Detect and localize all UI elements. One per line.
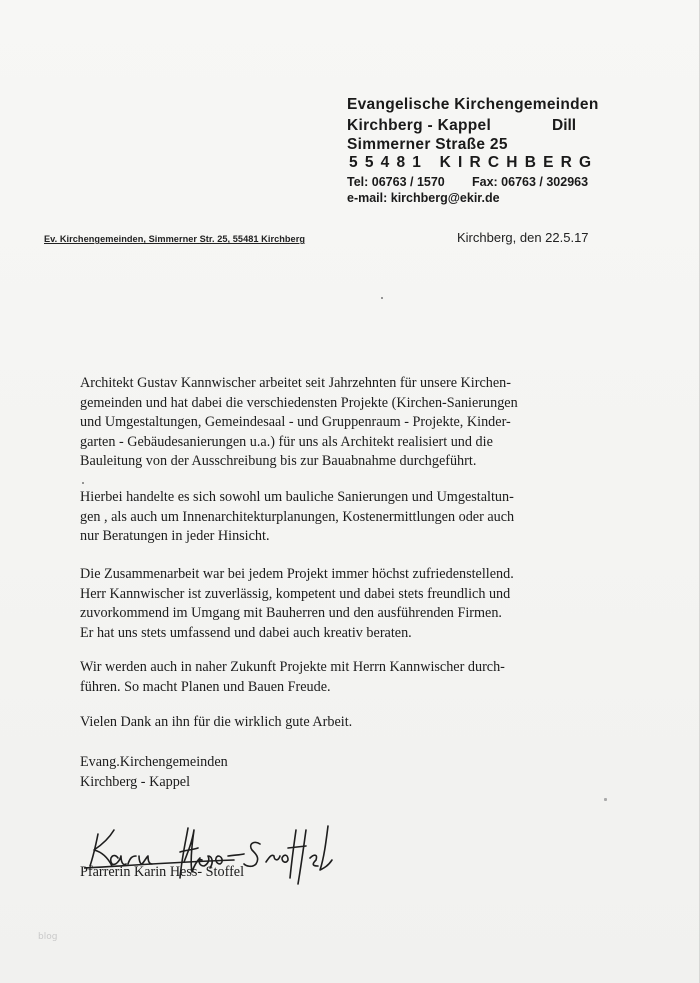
letterhead-name: Evangelische Kirchengemeinden [347,96,599,113]
signature-stroke [290,830,296,878]
paragraph-thanks [80,713,600,733]
text-line: und Umgestaltungen, Gemeindesaal - und Gruppenraum - Projekte, Kinder- [80,414,511,431]
paragraph-future [80,658,600,697]
signature-stroke [298,830,306,884]
text-line: Wir werden auch in naher Zukunft Projekte mit Herrn Kannwischer durch- [80,659,505,675]
signatory-name: Pfarrerin Karin Hess- Stoffel [80,864,245,880]
text-line: gen , als auch um Innenarchitekturplanungen, Kostenermittlungen oder auch [80,508,515,525]
letterhead-fax: Fax: 06763 / 302963 [472,175,589,189]
paragraph-intro [80,374,600,472]
letterhead-dill: Dill [552,117,577,134]
text-line: Evang.Kirchengemeinden [80,754,228,770]
letterhead-phone: Tel: 06763 / 1570 [347,175,445,189]
closing-organization [80,753,600,792]
text-line: Kirchberg - Kappel [80,773,191,790]
signature-stroke [139,856,152,864]
handwritten-signature [84,822,344,892]
text-line: Hierbei handelte es sich sowohl um bauliche Sanierungen und Umgestaltun- [80,489,514,505]
text-line: Bauleitung von der Ausschreibung bis zur Bauabnahme durchgeführt. [80,453,477,470]
text-line: Die Zusammenarbeit war bei jedem Projekt immer höchst zufriedenstellend. [80,566,514,582]
text-line: Architekt Gustav Kannwischer arbeitet seit Jahrzehnten für unsere Kirchen- [80,375,511,391]
letterhead-street: Simmerner Straße 25 [347,136,508,153]
date-line: Kirchberg, den 22.5.17 [457,230,589,245]
letterhead-city: Kirchberg - Kappel [347,117,492,134]
signature-stroke [228,854,244,856]
paragraph-projects [80,488,600,547]
text-line: führen. So macht Planen und Bauen Freude. [80,678,331,695]
text-line: nur Beratungen in jeder Hinsicht. [80,528,270,545]
text-line: Herr Kannwischer ist zuverlässig, kompetent und dabei stets freundlich und [80,585,511,602]
text-line: zuvorkommend im Umgang mit Bauherren und den ausführenden Firmen. [80,605,502,622]
sender-address-line: Ev. Kirchengemeinden, Simmerner Str. 25, 55481 Kirchberg [44,234,306,244]
scan-speck [381,297,383,299]
signature-stroke [244,842,260,866]
scan-speck [604,798,607,801]
signature-stroke [282,855,288,862]
signature-stroke [128,856,136,864]
text-line: Er hat uns stets umfassend und dabei auch kreativ beraten. [80,624,412,641]
letterhead-zip-city: 55481 KIRCHBERG [349,154,599,171]
signature-stroke [310,855,318,866]
signature-stroke [320,826,332,870]
text-line: garten - Gebäudesanierungen u.a.) für uns als Architekt realisiert und die [80,433,493,450]
text-line: gemeinden und hat dabei die verschiedensten Projekte (Kirchen-Sanierungen [80,394,518,411]
scan-speck [82,482,84,484]
text-line: Vielen Dank an ihn für die wirklich gute Arbeit. [80,714,353,730]
signature-stroke [266,855,280,862]
letterhead-email: e-mail: kirchberg@ekir.de [347,191,500,205]
paragraph-cooperation [80,565,600,643]
watermark: blog [38,932,58,942]
